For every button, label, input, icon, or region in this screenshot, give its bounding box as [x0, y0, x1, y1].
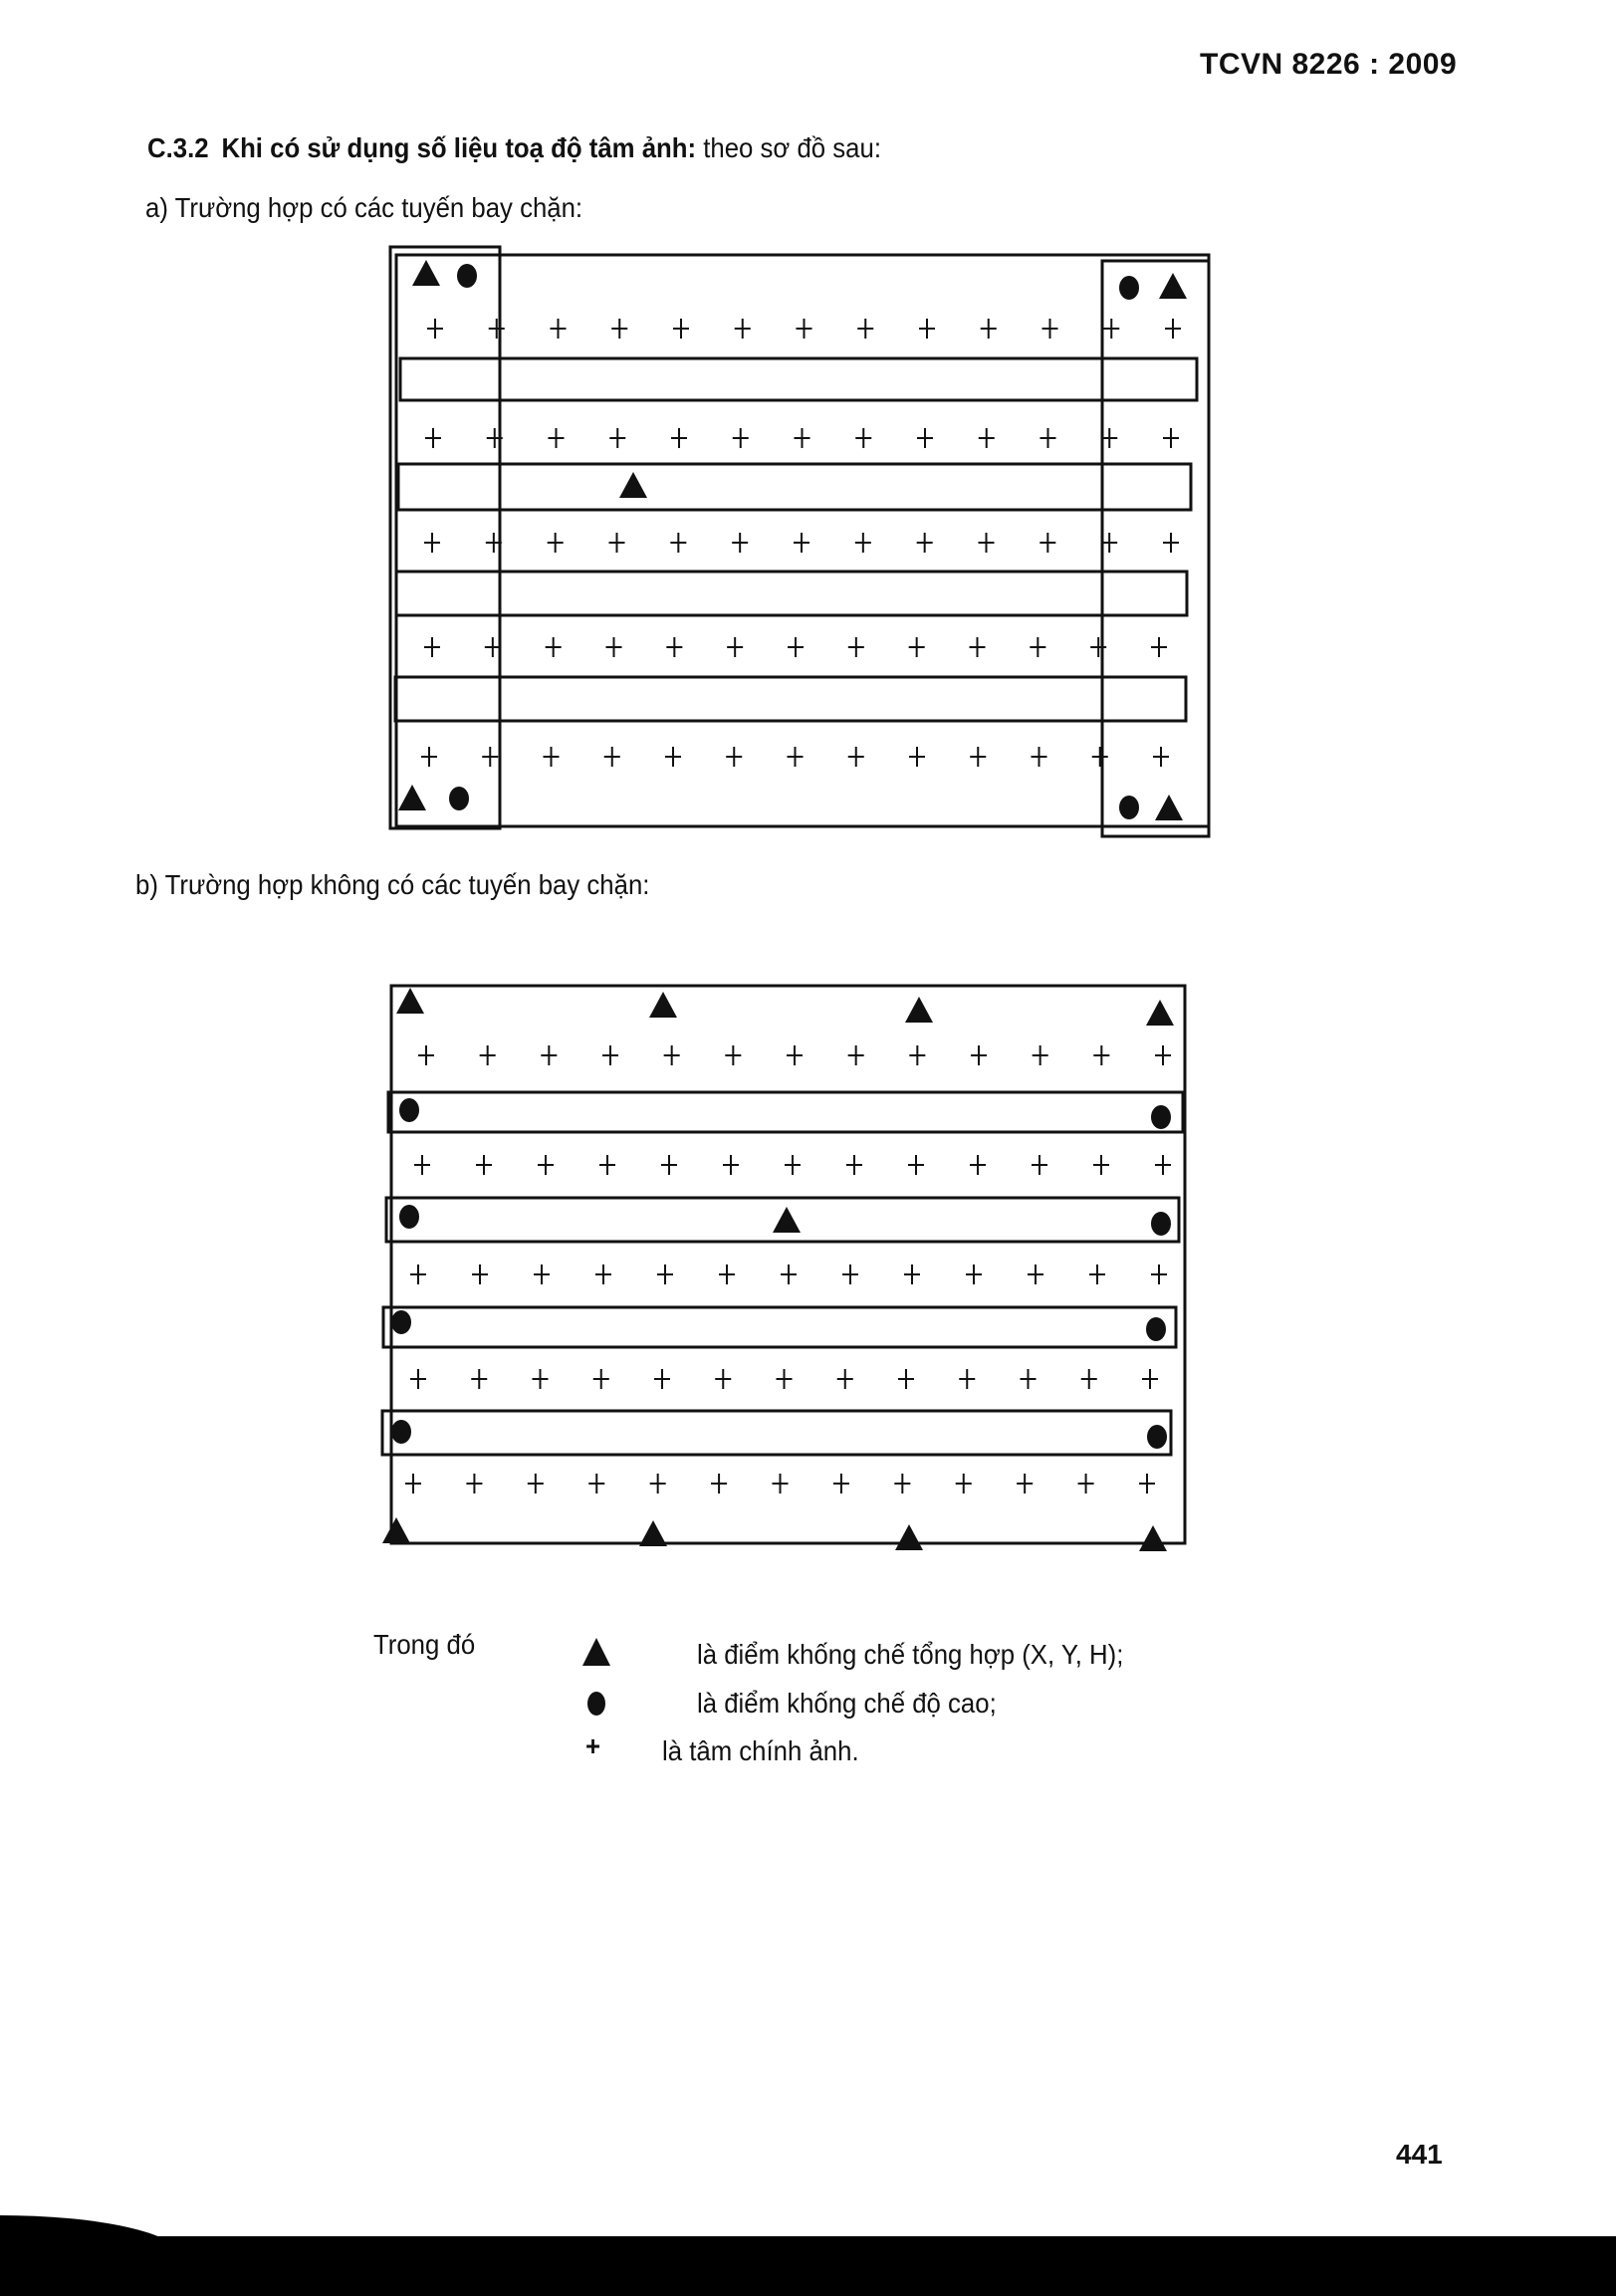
legend-item-triangle: là điểm khống chế tổng hợp (X, Y, H);	[697, 1639, 1124, 1670]
standard-code-header: TCVN 8226 : 2009	[1200, 48, 1458, 81]
circle-icon	[587, 1692, 605, 1716]
triangle-icon	[582, 1638, 610, 1666]
scan-edge-shadow	[0, 2236, 1616, 2296]
section-title-rest: theo sơ đồ sau:	[696, 132, 881, 163]
page-number: 441	[1396, 2139, 1443, 2170]
case-b-label: b) Trường hợp không có các tuyến bay chặn:	[135, 869, 650, 900]
plus-icon: +	[585, 1730, 601, 1761]
legend-item-plus: là tâm chính ảnh.	[662, 1735, 859, 1766]
section-number: C.3.2	[147, 132, 209, 163]
legend-intro: Trong đó	[373, 1629, 476, 1660]
case-a-label: a) Trường hợp có các tuyến bay chặn:	[145, 192, 583, 223]
section-title-bold: Khi có sử dụng số liệu toạ độ tâm ảnh:	[221, 132, 697, 163]
legend-item-circle: là điểm khống chế độ cao;	[697, 1688, 997, 1719]
